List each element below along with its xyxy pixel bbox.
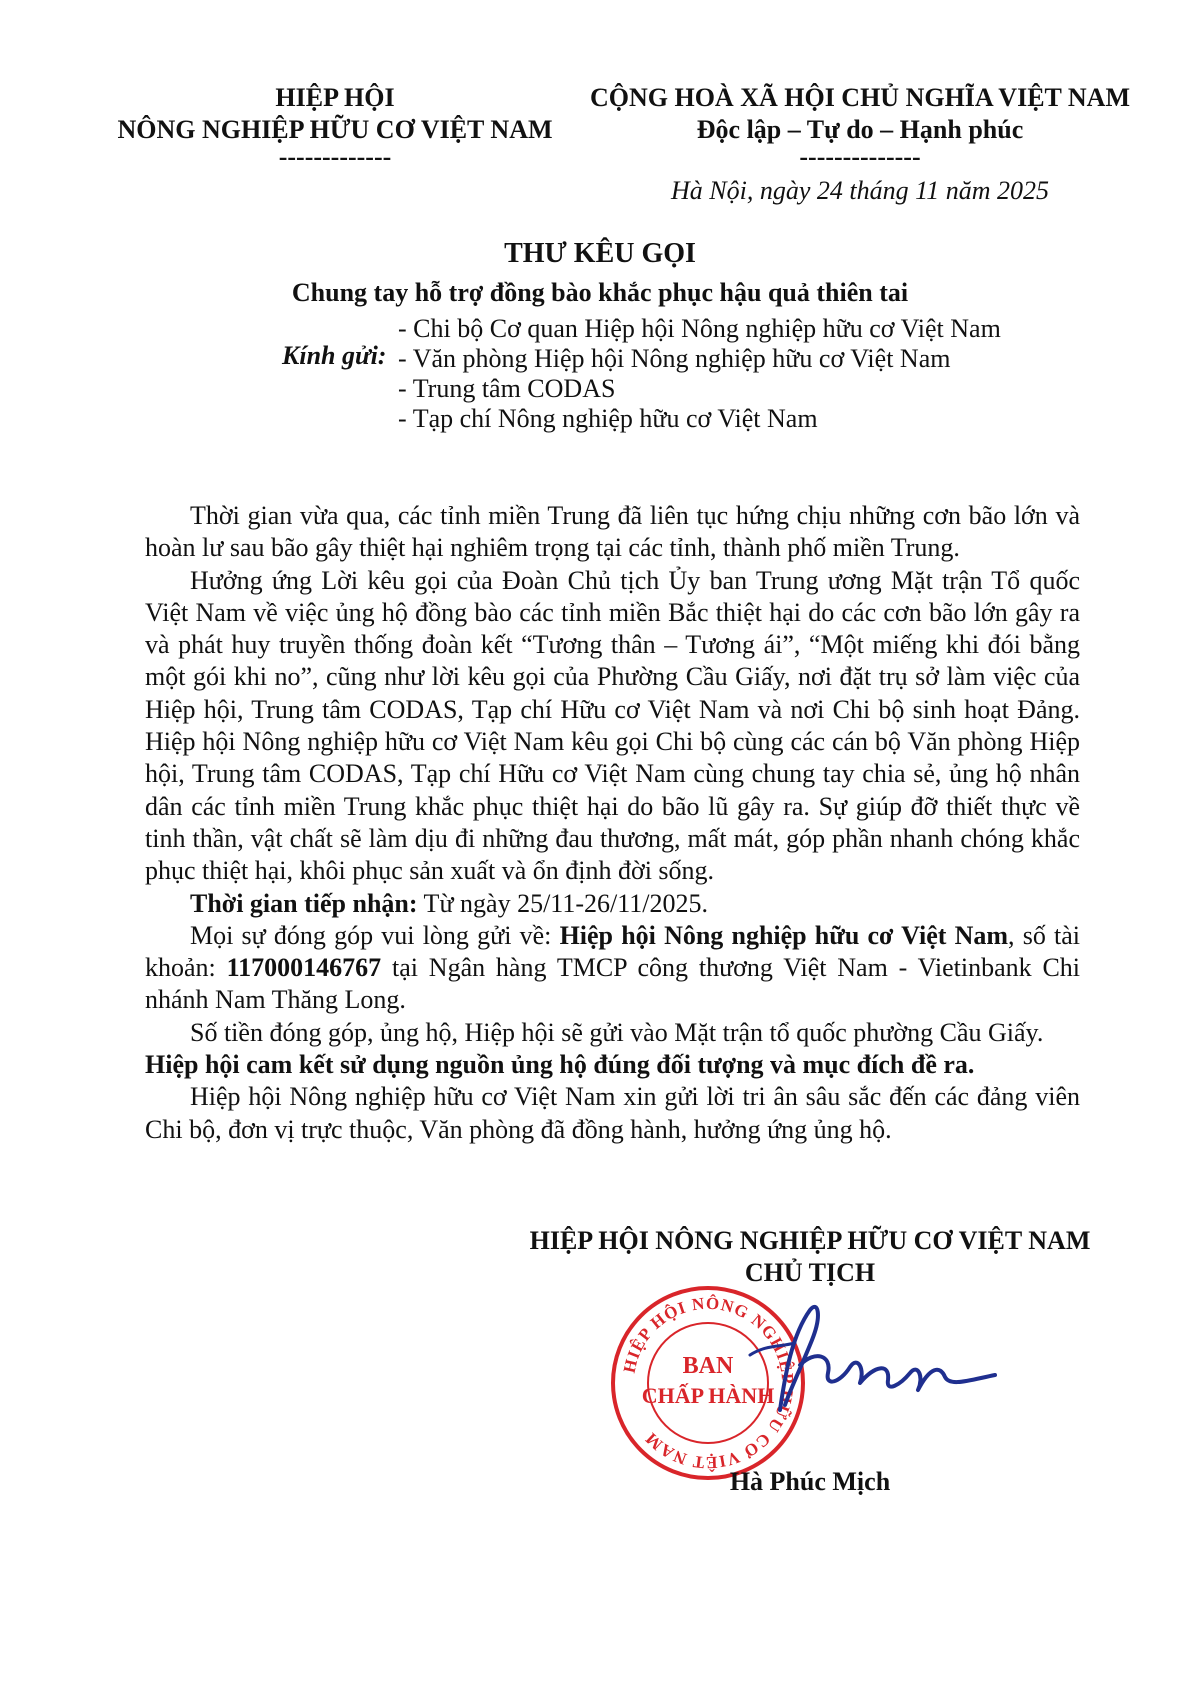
national-header-divider: -------------- [799,142,921,171]
commitment-statement: Hiệp hội cam kết sử dụng nguồn ủng hộ đúng đối tượng và mục đích đề ra. [145,1050,975,1080]
document-date: Hà Nội, ngày 24 tháng 11 năm 2025 [671,176,1049,205]
bank-name: tại Ngân hàng TMCP công thương Việt Nam - Vietinbank Chi nhánh Nam Thăng Long. [145,953,1081,1015]
signatory-organization: HIỆP HỘI NÔNG NGHIỆP HỮU CƠ VIỆT NAM [529,1226,1091,1255]
svg-text:BAN: BAN [682,1353,734,1379]
receiving-period-text: Từ ngày 25/11-26/11/2025. [417,888,708,918]
recipient-item: - Văn phòng Hiệp hội Nông nghiệp hữu cơ Việt Nam [398,344,951,373]
receiving-period-paragraph [145,888,1080,920]
beneficiary-name: Hiệp hội Nông nghiệp hữu cơ Việt Nam [559,920,1009,950]
recipients-label [282,340,386,372]
national-motto: Độc lập – Tự do – Hạnh phúc [696,115,1024,144]
recipient-item: - Chi bộ Cơ quan Hiệp hội Nông nghiệp hữu cơ Việt Nam [398,314,1001,343]
recipients-label-text: Kính gửi: [282,341,387,370]
donation-intro: Mọi sự đóng góp vui lòng gửi về: [190,920,560,950]
org-header-divider: ------------- [278,142,392,171]
org-header-line2: NÔNG NGHIỆP HỮU CƠ VIỆT NAM [117,115,553,144]
recipient-item: - Trung tâm CODAS [398,374,616,403]
receiving-period-label: Thời gian tiếp nhận: [190,888,418,918]
donation-info-paragraph [145,920,1080,1017]
document-title: THƯ KÊU GỌI [504,238,696,269]
org-header-line1: HIỆP HỘI [275,83,395,112]
body-paragraph: Thời gian vừa qua, các tỉnh miền Trung đã liên tục hứng chịu những cơn bão lớn và hoàn lư sau bão gây thiệt hại nghiêm trọng tại các tỉnh, thành phố miền Trung. [145,501,1080,563]
recipient-item: - Tạp chí Nông nghiệp hữu cơ Việt Nam [398,404,818,433]
signatory-name: Hà Phúc Mịch [729,1467,891,1496]
body-paragraph: Hiệp hội Nông nghiệp hữu cơ Việt Nam xin gửi lời tri ân sâu sắc đến các đảng viên Chi bộ, đơn vị trực thuộc, Văn phòng đã đồng hành, hưởng ứng ủng hộ. [145,1082,1080,1144]
organization-header [95,82,575,171]
bank-account-number: 117000146767 [226,953,382,983]
handwritten-signature [740,1295,1000,1425]
national-header-line1: CỘNG HOÀ XÃ HỘI CHỦ NGHĨA VIỆT NAM [589,83,1131,112]
document-subtitle: Chung tay hỗ trợ đồng bào khắc phục hậu quả thiên tai [291,278,909,307]
signatory-role: CHỦ TỊCH [744,1258,876,1287]
body-paragraph: Số tiền đóng góp, ủng hộ, Hiệp hội sẽ gửi vào Mặt trận tổ quốc phường Cầu Giấy. [190,1017,1044,1047]
signature-block [480,1225,1140,1289]
svg-text:CHẤP HÀNH: CHẤP HÀNH [641,1383,775,1408]
body-paragraph: Hưởng ứng Lời kêu gọi của Đoàn Chủ tịch Ủy ban Trung ương Mặt trận Tổ quốc Việt Nam về việc ủng hộ đồng bào các tỉnh miền Bắc thiệt hại do các cơn bão lớn gây ra và phát huy truyền thống đoàn kết “Tương thân – Tương ái”, “Một miếng khi đói bằng một gói khi no”, cũng như lời kêu gọi của Phường Cầu Giấy, nơi đặt trụ sở làm việc của Hiệp hội, Trung tâm CODAS, Tạp chí Hữu cơ Việt Nam và nơi Chi bộ sinh hoạt Đảng. Hiệp hội Nông nghiệp hữu cơ Việt Nam kêu gọi Chi bộ cùng các cán bộ Văn phòng Hiệp hội, Trung tâm CODAS, Tạp chí Hữu cơ Việt Nam cùng chung tay chia sẻ, ủng hộ nhân dân các tỉnh miền Trung khắc phục thiệt hại do bão lũ gây ra. Sự giúp đỡ thiết thực về tinh thần, vật chất sẽ làm dịu đi những đau thương, mất mát, góp phần nhanh chóng khắc phục thiệt hại, khôi phục sản xuất và ổn định đời sống. [145,565,1080,886]
letter-body [145,500,1080,1146]
account-label: , số tài khoản: [145,920,1081,983]
national-header [560,82,1160,171]
svg-text:HIỆP HỘI NÔNG NGHIỆP HỮU CƠ VI: HIỆP HỘI NÔNG NGHIỆP HỮU CƠ VIỆT NAM [619,1293,798,1473]
